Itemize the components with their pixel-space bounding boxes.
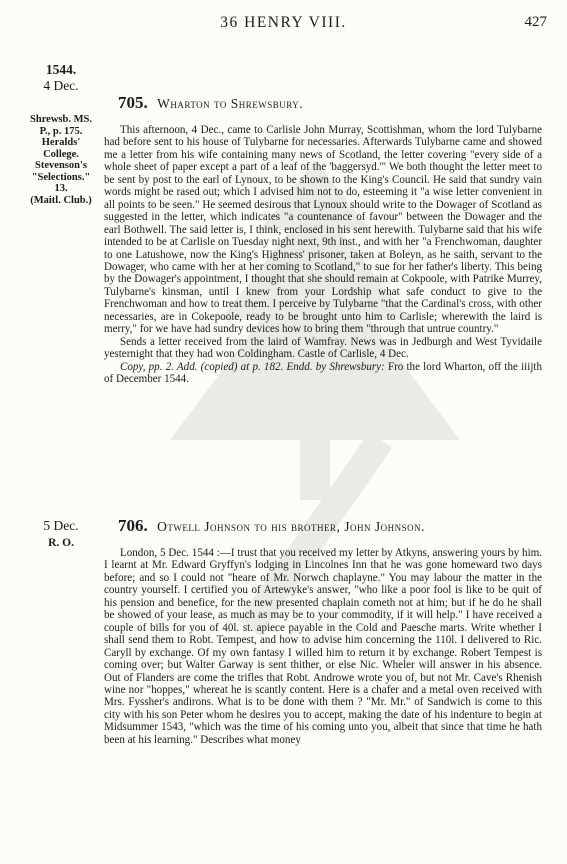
entry-705-number: 705. [118, 93, 148, 112]
entry-705-paragraph-2: Sends a letter received from the laird of Wamfray. News was in Jedburgh and West Tyvidaile yesternight that they had won Coldingham. Castle of Carlisle, 4 Dec. [104, 335, 542, 361]
entry-705-endorsement-roman: Fro the lord Wharton, off the iiijth of December 1544. [104, 360, 542, 386]
entry-706-paragraph-1: London, 5 Dec. 1544 :—I trust that you received my letter by Atkyns, answering yours by him. I learnt at Mr. Edward Gryffyn's lodging in Lincolnes Inn that he was gone homeward two days before; and so I could not "heare of Mr. Norwch chaplayne." You may labour the matter in the country yourself. I certified you of Artewyke's answer, "who like a poor fool is like to be quit of his pension and benefice, for the new presented chaplain cometh not at him; but if he do he shall be showed of your lease, as much as may be to your commodity, if it will help." I have received a couple of bills for you of 40l. st. apiece payable in the Cold and Paesche marts. Write whether I shall send them to Robt. Tempest, and how to advise him concerning the 110l. I delivered to Ric. Caryll by exchange. Of my own fantasy I willed him to return it by exchange. Robert Tempest is coming over; but Walter Garway is sent thither, or else Nic. Wheler will answer in his absence. Out of Flanders are come the trifles that Robt. Androwe wrote you of, but not Mr. Cave's Rhenish wine nor "hoppes," whereat he is scantly content. Here is a chafer and a metal oven received with Mrs. Fyssher's andirons. What is to be done with them ? "Mr. Mr." of Sandwich is come to this city with his son Peter whom he desires you to accept, making the date of his indenture to begin at Midsummer 1543, "which was the time of his coming unto you, albeit that since that time he hath been at his learning." Describes what money [104, 547, 542, 746]
entry-705-title: Wharton to Shrewsbury. [157, 96, 304, 111]
entry-706-date: 5 Dec. [43, 518, 79, 533]
running-title: 36 HENRY VIII. [220, 14, 347, 31]
entry-706-source-ref: R. O. [48, 537, 74, 549]
page-number: 427 [524, 14, 547, 30]
entry-705-source-ref: Shrewsb. MS. P., p. 175. Heralds' College. Stevenson's "Selections." 13. (Maitl. Club.) [30, 114, 92, 206]
entry-705-date: 4 Dec. [43, 78, 79, 93]
page-header [0, 14, 567, 36]
entry-705-heading [118, 93, 545, 113]
entry-706-title: Otwell Johnson to his brother, John Johnson. [157, 519, 425, 534]
entry-706-number: 706. [118, 516, 148, 535]
entry-705-endorsement-italic: Copy, pp. 2. Add. (copied) at p. 182. Endd. by Shrewsbury: [120, 360, 385, 373]
entry-705-year: 1544. [45, 62, 77, 77]
entry-706-margin [18, 518, 104, 550]
entry-705-margin [18, 62, 104, 206]
entry-705-body [104, 124, 542, 386]
entry-706-body [104, 547, 542, 746]
entry-706-heading [118, 516, 545, 536]
entry-705-endorsement [104, 361, 542, 386]
entry-705-paragraph-1: This afternoon, 4 Dec., came to Carlisle John Murray, Scottishman, whom the lord Tulybarne had before sent to his house of Tulybarne for necessaries. Afterwards Tulybarne came and showed me a letter from his wife containing many news of Scotland, the letter covering "every side of a whole sheet of paper except a part of a leaf of the 'baggersyd.'" We both thought the letter meet to be sent by post to the earl of Lynoux, to be shown to the King's Council. He said that sundry vain words might be rased out; which I advised him not to do, esteeming it "a wise letter convenient in all points to be seen." He seemed desirous that Lynoux should write to the Dowager of Scotland as suggested in the letter, which indicates "a countenance of favour" between the Dowager and the earl Bothwell. The said letter is, I think, enclosed in his sent herewith. Tulybarne said that his wife intended to be at Carlisle on Tuesday night next, 9th inst., and with her "a Frenchwoman, daughter to one Latushowe, now the King's Highness' prisoner, taken at Boleyn, as he saith, servant to the Dowager, who came with her at her coming to Scotland," to sue for her father's liberty. This being by the Dowager's appointment, I thought that she should remain at Cokpoole, with Patrike Murrey, Tulybarne's kinsman, until I knew from your Lordship what safe conduct to give to the Frenchwoman and how to treat them. I perceive by Tulybarne "that the Cardinal's cross, with other necessaries, are in Cokepoole, ready to be brought unto him to Carlisle; wherewith the laird is merry," for we have had sundry devices how to bring them "through that untrue country." [104, 124, 542, 336]
